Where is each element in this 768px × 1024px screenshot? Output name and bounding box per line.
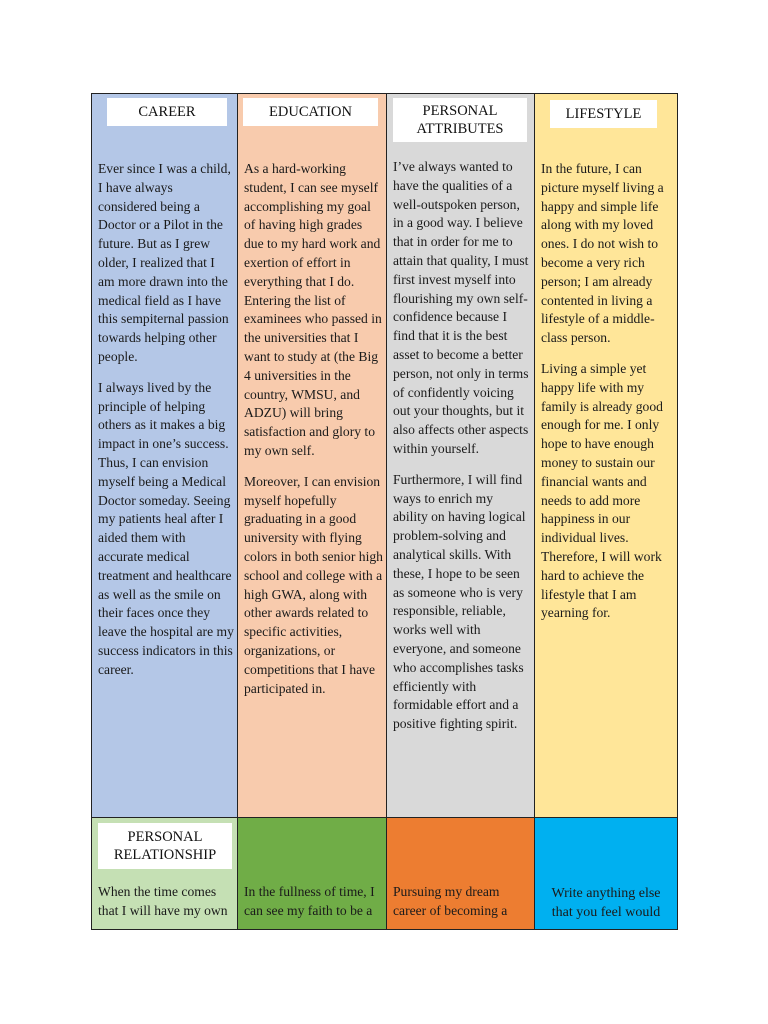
personal-relationship-text: When the time comes that I will have my own	[98, 884, 228, 918]
faith-cell	[238, 818, 387, 929]
education-body	[244, 160, 384, 710]
personal-relationship-cell	[92, 818, 238, 929]
career-paragraph: I always lived by the principle of helping others as it makes a big impact in one’s success. Thus, I can envision myself being a Medical Doctor someday. Seeing my patients heal after I aided them with accurate medical treatment and healthcare as well as the smile on their faces once they leave the hospital are my success indicators in this career.	[98, 379, 234, 677]
anything-else-cell	[535, 818, 677, 929]
anything-else-text: Write anything else that you feel would	[551, 886, 661, 920]
lifestyle-heading-text: LIFESTYLE	[565, 106, 642, 122]
career-paragraph: Ever since I was a child, I have always considered being a Doctor or a Pilot in the future. But as I grew older, I realized that I am more drawn into the medical field as I have this sempiternal passion towards helping other people.	[98, 161, 231, 364]
education-heading-text: EDUCATION	[269, 104, 352, 120]
lifestyle-paragraph: Living a simple yet happy life with my family is already good enough for me. I only hope to have enough money to sustain our financial wants and needs to add more happiness in our individual lives. Therefore, I will work hard to achieve the lifestyle that I am yearning for.	[541, 360, 663, 621]
goals-table	[91, 93, 678, 930]
faith-text: In the fullness of time, I can see my faith to be a	[244, 884, 375, 918]
career-cell	[92, 94, 238, 818]
dream-career-cell	[387, 818, 535, 929]
career-heading	[107, 98, 227, 126]
lifestyle-body	[541, 160, 673, 635]
personal-relationship-heading-line2: RELATIONSHIP	[113, 847, 217, 863]
education-paragraph: As a hard-working student, I can see myself accomplishing my goal of having high grades due to my hard work and exertion of effort in everything that I do. Entering the list of examinees who passed in the universities that I want to study at (the Big 4 universities in the country, WMSU, and ADZU) will bring satisfaction and glory to my own self.	[244, 161, 382, 458]
personal-relationship-heading	[98, 823, 232, 869]
personal-attributes-heading-line2: ATTRIBUTES	[416, 121, 504, 137]
education-cell	[238, 94, 387, 818]
lifestyle-cell	[535, 94, 677, 818]
personal-attributes-heading	[393, 98, 527, 142]
personal-relationship-heading-line1: PERSONAL	[127, 829, 203, 845]
education-heading	[243, 98, 378, 126]
personal-attributes-body	[393, 158, 531, 746]
lifestyle-paragraph: In the future, I can picture myself living a happy and simple life along with my loved ones. I do not wish to become a very rich person; I am already contented in living a lifestyle of a middle-class person.	[541, 161, 664, 346]
personal-attributes-cell	[387, 94, 535, 818]
dream-career-text: Pursuing my dream career of becoming a	[393, 884, 508, 918]
education-paragraph: Moreover, I can envision myself hopefully graduating in a good university with flying colors in both senior high school and college with a high GWA, along with other awards related to specific activities, organizations, or competitions that I have participated in.	[244, 473, 383, 696]
personal-attributes-paragraph: Furthermore, I will find ways to enrich my ability on having logical problem-solving and analytical skills. With these, I hope to be seen as someone who is very responsible, reliable, works well with everyone, and someone who accomplishes tasks efficiently with formidable effort and a positive fighting spirit.	[393, 471, 526, 732]
lifestyle-heading	[550, 100, 657, 128]
personal-attributes-heading-line1: PERSONAL	[422, 103, 498, 119]
career-body	[98, 160, 234, 692]
personal-attributes-paragraph: I’ve always wanted to have the qualities of a well-outspoken person, in a good way. I believe that in order for me to attain that quality, I must first invest myself into flourishing my own self-confidence because I find that it is the best asset to become a better person, not only in terms of confidently voicing out your thoughts, but it also affects other aspects within yourself.	[393, 159, 529, 456]
career-heading-text: CAREER	[138, 104, 196, 120]
